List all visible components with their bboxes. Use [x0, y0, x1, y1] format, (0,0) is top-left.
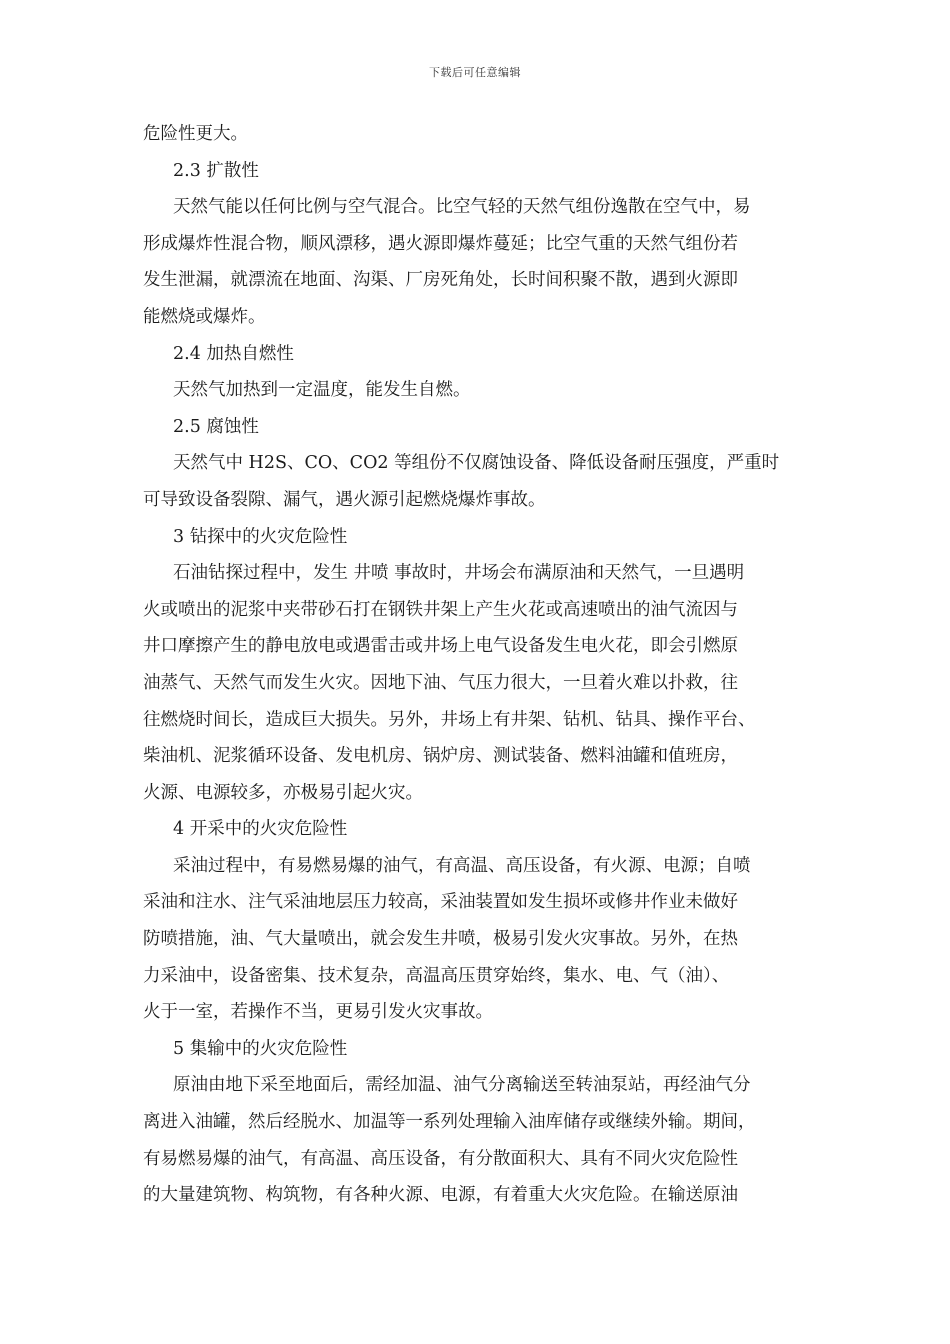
paragraph-line: 离进入油罐，然后经脱水、加温等一系列处理输入油库储存或继续外输。期间，: [143, 1112, 756, 1133]
paragraph-line: 往燃烧时间长，造成巨大损失。另外，井场上有井架、钻机、钻具、操作平台、: [143, 709, 756, 730]
paragraph-line: 天然气能以任何比例与空气混合。比空气轻的天然气组份逸散在空气中，易: [173, 197, 751, 218]
paragraph-line: 采油过程中，有易燃易爆的油气，有高温、高压设备，有火源、电源；自喷: [173, 855, 751, 876]
paragraph-line: 火于一室，若操作不当，更易引发火灾事故。: [143, 1002, 493, 1023]
paragraph-line: 石油钻探过程中，发生 井喷 事故时，井场会布满原油和天然气，一旦遇明: [173, 563, 745, 584]
paragraph-line: 井口摩擦产生的静电放电或遇雷击或井场上电气设备发生电火花，即会引燃原: [143, 636, 738, 657]
section-heading: 2.5 腐蚀性: [173, 416, 259, 437]
paragraph-line: 天然气加热到一定温度，能发生自燃。: [173, 380, 471, 401]
paragraph-line: 油蒸气、天然气而发生火灾。因地下油、气压力很大，一旦着火难以扑救，往: [143, 672, 738, 693]
paragraph-line: 可导致设备裂隙、漏气，遇火源引起燃烧爆炸事故。: [143, 489, 546, 510]
section-heading: 2.3 扩散性: [173, 160, 259, 181]
page-header: 下载后可任意编辑: [429, 66, 521, 79]
paragraph-line: 的大量建筑物、构筑物，有各种火源、电源，有着重大火灾危险。在输送原油: [143, 1185, 738, 1206]
paragraph-line: 有易燃易爆的油气，有高温、高压设备，有分散面积大、具有不同火灾危险性: [143, 1148, 738, 1169]
paragraph-line: 火源、电源较多，亦极易引起火灾。: [143, 782, 423, 803]
section-heading: 3 钻探中的火灾危险性: [173, 526, 348, 547]
paragraph-line: 力采油中，设备密集、技术复杂，高温高压贯穿始终，集水、电、气（油）、: [143, 965, 730, 986]
section-heading: 5 集输中的火灾危险性: [173, 1038, 348, 1059]
paragraph-line: 采油和注水、注气采油地层压力较高，采油装置如发生损坏或修井作业未做好: [143, 892, 738, 913]
paragraph-line: 柴油机、泥浆循环设备、发电机房、锅炉房、测试装备、燃料油罐和值班房，: [143, 746, 738, 767]
section-heading: 4 开采中的火灾危险性: [173, 819, 348, 840]
document-body: [143, 116, 803, 1214]
paragraph-line: 原油由地下采至地面后，需经加温、油气分离输送至转油泵站，再经油气分: [173, 1075, 751, 1096]
paragraph-line: 防喷措施，油、气大量喷出，就会发生井喷，极易引发火灾事故。另外，在热: [143, 929, 738, 950]
paragraph-line: 发生泄漏，就漂流在地面、沟渠、厂房死角处，长时间积聚不散，遇到火源即: [143, 270, 738, 291]
section-heading: 2.4 加热自燃性: [173, 343, 294, 364]
paragraph-line: 火或喷出的泥浆中夹带砂石打在钢铁井架上产生火花或高速喷出的油气流因与: [143, 599, 738, 620]
paragraph-line: 危险性更大。: [143, 124, 248, 144]
paragraph-line: 能燃烧或爆炸。: [143, 306, 266, 327]
paragraph-line: 形成爆炸性混合物，顺风漂移，遇火源即爆炸蔓延；比空气重的天然气组份若: [143, 233, 738, 254]
paragraph-line: 天然气中 H2S、CO、CO2 等组份不仅腐蚀设备、降低设备耐压强度，严重时: [173, 453, 780, 474]
